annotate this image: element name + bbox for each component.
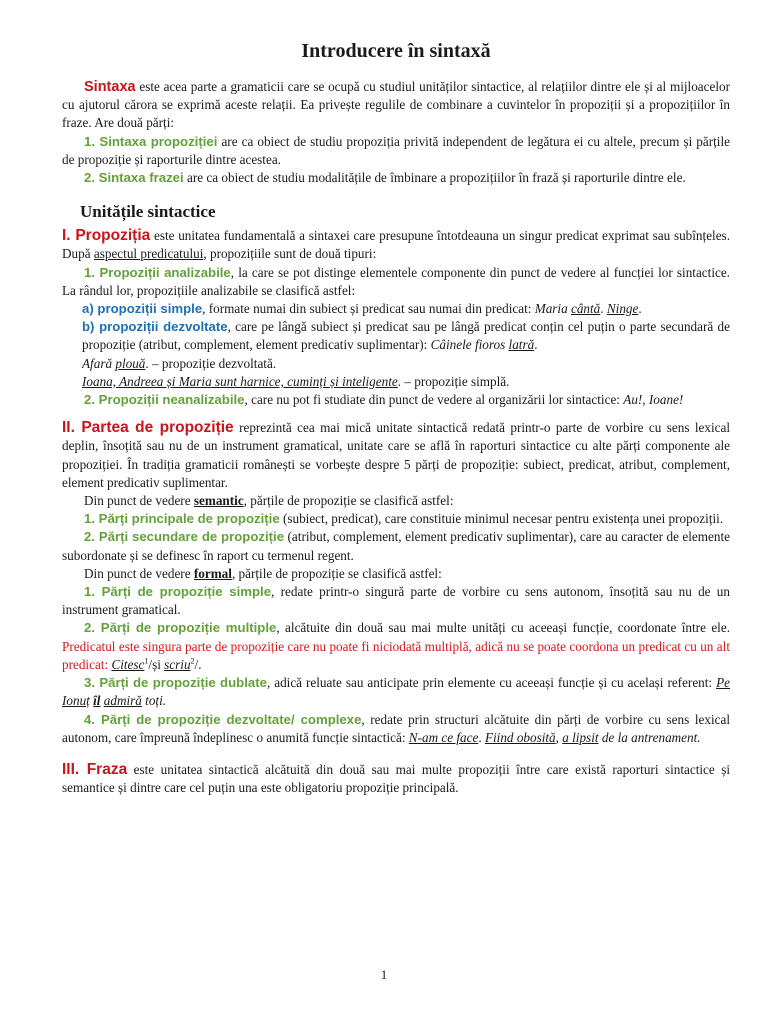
- dezvoltate-example-2a: Afară: [82, 355, 116, 371]
- dublate-example-2: îl: [93, 693, 101, 709]
- part-2-paragraph: [62, 169, 730, 187]
- partea-paragraph: [62, 419, 730, 492]
- dezvoltate-example-3a: Ioana, Andreea și Maria: [82, 373, 212, 389]
- partea-label: II. Partea de propoziție: [62, 419, 234, 437]
- fraza-paragraph: [62, 761, 730, 797]
- dublate-example-1: Pe Ionuț: [62, 675, 730, 709]
- dublate-paragraph: [62, 674, 730, 710]
- complexe-label: 4. Părți de propoziție dezvoltate/ complexe: [84, 711, 362, 727]
- formal-simple-text: , redate printr-o singură parte de vorbire cu sens autonom, însoțită sau nu de un instrument gramatical.: [62, 584, 730, 618]
- complexe-text: , redate prin structuri alcătuite din părți de vorbire cu sens lexical autonom, care împreună îndeplinesc o anumită funcție sintactică:: [62, 711, 730, 745]
- formal-word: formal: [193, 565, 232, 581]
- dezvoltate-example-3-line: [62, 373, 730, 391]
- semantic-pre: Din punct de vedere: [84, 493, 194, 509]
- part-1-paragraph: [62, 133, 730, 169]
- section-heading: Unitățile sintactice: [80, 202, 216, 222]
- dublate-label: 3. Părți de propoziție dublate: [84, 675, 267, 691]
- dezvoltate-example-1-predicate: latră: [508, 337, 535, 353]
- neanalizabile-example: Au!, Ioane!: [623, 392, 684, 408]
- simple-text: , formate numai din subiect și predicat sau numai din predicat:: [202, 301, 535, 317]
- multiple-text: , alcătuite din două sau mai multe unități cu aceeași funcție, coordonate între ele.: [276, 620, 730, 636]
- intro-text: este acea parte a gramaticii care se ocupă cu studiul unităților sintactice, al relațiilor dintre ele și al mijloacelor cu ajutorul cărora se exprimă aceste relații. Ea privește regulile de combinare a cuvintelor în propoziții și a propozițiilor în fraze. Are două părți:: [62, 79, 730, 131]
- formal-pre: Din punct de vedere: [84, 565, 194, 581]
- multiple-example-end: /.: [194, 656, 202, 672]
- simple-example-3: Ninge: [606, 301, 639, 317]
- dezvoltate-label: b) propoziții dezvoltate: [82, 319, 228, 335]
- analizabile-label: 1. Propoziții analizabile: [84, 264, 231, 280]
- dezvoltate-example-3-note: . – propoziție simplă.: [397, 373, 510, 389]
- simple-paragraph: a) propoziții simple, formate numai din subiect și predicat sau numai din predicat: Maria cântă. Ninge.: [82, 301, 642, 317]
- dezvoltate-example-2-line: [62, 355, 730, 373]
- secundare-paragraph: [62, 528, 730, 564]
- simple-label: a) propoziții simple: [82, 301, 203, 317]
- principale-paragraph: [62, 510, 730, 528]
- propozitia-text: este unitatea fundamentală a sintaxei care presupune întotdeauna un singur predicat exprimat sau subînțeles. După: [62, 228, 730, 262]
- multiple-paragraph: 2. Părți de propoziție multiple, alcătuite din două sau mai multe unități cu aceeași funcție, coordonate între ele. Predicatul este singura parte de propoziție care nu poate fi niciodată multiplă, adică nu se poate coordona un predicat cu un alt predicat: Citesc$^1$/și scriu$^2$/.: [62, 620, 730, 672]
- formal-simple-label: 1. Părți de propoziție simple: [84, 584, 272, 600]
- intro-paragraph: [62, 78, 730, 133]
- dublate-example-3: admiră: [103, 693, 142, 709]
- dublate-text: , adică reluate sau anticipate prin elemente cu aceeași funcție și cu același referent:: [266, 675, 717, 691]
- principale-text: (subiect, predicat), care constituie minimul necesar pentru existența unei propoziții.: [279, 511, 724, 527]
- partea-text: reprezintă cea mai mică unitate sintactică redată printr-o parte de vorbire cu sens lexical deplin, însoțită sau nu de un instrument gramatical, unitate care se află în raporturi sintactice cu alte părți componente ale propoziției. În tradiția gramaticii românești se vorbește despre 5 părți de propoziție: subiect, predicat, atribut, complement, element predicativ suplimentar.: [62, 420, 730, 490]
- document-page: [62, 38, 730, 797]
- dezvoltate-text: , care pe lângă subiect și predicat sau pe lângă predicat conțin cel puțin o parte secundară de propoziție (atribut, complement, element predicativ suplimentar):: [82, 319, 730, 353]
- dezvoltate-example-1: Câinele fioros: [430, 337, 509, 353]
- semantic-paragraph: [62, 492, 730, 510]
- complexe-example-3: a lipsit: [562, 729, 599, 745]
- principale-label: 1. Părți principale de propoziție: [84, 511, 280, 527]
- part-2-label: 2. Sintaxa frazei: [84, 170, 184, 186]
- intro-term: Sintaxa: [84, 79, 136, 95]
- simple-example-2: cântă: [570, 301, 601, 317]
- analizabile-paragraph: [62, 264, 730, 300]
- secundare-label: 2. Părți secundare de propoziție: [84, 529, 285, 545]
- semantic-word: semantic: [193, 493, 244, 509]
- neanalizabile-paragraph: [62, 391, 730, 409]
- formal-post: , părțile de propoziție se clasifică astfel:: [231, 565, 442, 581]
- propozitia-text-2: , propozițiile sunt de două tipuri:: [203, 246, 377, 262]
- propozitia-paragraph: [62, 227, 730, 263]
- part-1-text: are ca obiect de studiu propoziția privită independent de legătura ei cu altele, precum și părțile de propoziție și raporturile dintre acestea.: [62, 133, 730, 167]
- simple-example-1: Maria: [534, 301, 568, 317]
- complexe-example-4: de la antrenament.: [598, 729, 701, 745]
- complexe-example-2: Fiind obosită: [484, 729, 556, 745]
- multiple-example-1: Citesc: [111, 656, 145, 672]
- analizabile-text: , la care se pot distinge elementele componente din punct de vedere al funcției lor sintactice. La rândul lor, propozițiile analizabile se clasifică astfel:: [62, 264, 730, 298]
- neanalizabile-text: , care nu pot fi studiate din punct de vedere al organizării lor sintactice:: [244, 392, 624, 408]
- secundare-text: (atribut, complement, element predicativ suplimentar), care au caracter de elemente subordonate și se definesc în raport cu termenul regent.: [62, 529, 730, 563]
- formal-simple-paragraph: [62, 583, 730, 619]
- multiple-red-note: Predicatul este singura parte de propoziție care nu poate fi niciodată multiplă, adică nu se poate coordona un predicat cu un alt predicat:: [62, 638, 730, 672]
- propozitia-label: I. Propoziția: [62, 227, 151, 245]
- fraza-text: este unitatea sintactică alcătuită din două sau mai multe propoziții între care există raporturi sintactice și semantice și dintre care cel puțin una este obligatoriu propoziție principală.: [62, 761, 730, 796]
- dezvoltate-example-2b: plouă: [115, 355, 146, 371]
- formal-paragraph: [62, 565, 730, 583]
- neanalizabile-label: 2. Propoziții neanalizabile: [84, 392, 245, 408]
- dublate-example-4: toți.: [141, 693, 167, 709]
- part-2-text: are ca obiect de studiu modalitățile de îmbinare a propozițiilor în frază și raporturile dintre ele.: [183, 170, 686, 186]
- dezvoltate-example-3b: sunt harnice, cuminți și inteligente: [211, 373, 398, 389]
- fraza-label: III. Fraza: [62, 760, 128, 778]
- dezvoltate-example-2-note: . – propoziție dezvoltată.: [145, 355, 277, 371]
- propozitia-link: aspectul predicatului: [93, 246, 204, 262]
- page-title: Introducere în sintaxă: [301, 40, 491, 62]
- dezvoltate-paragraph: b) propoziții dezvoltate, care pe lângă subiect și predicat sau pe lângă predicat conțin cel puțin o parte secundară de propoziție (atribut, complement, element predicativ suplimentar): Câinele fioros latră.: [82, 319, 730, 353]
- multiple-example-mid: /și: [148, 656, 165, 672]
- multiple-label: 2. Părți de propoziție multiple: [84, 620, 277, 636]
- complexe-example-1: N-am ce face: [408, 729, 479, 745]
- semantic-post: , părțile de propoziție se clasifică astfel:: [243, 493, 454, 509]
- multiple-example-2: scriu: [164, 656, 191, 672]
- page-number: 1: [380, 967, 388, 982]
- complexe-paragraph: 4. Părți de propoziție dezvoltate/ complexe, redate prin structuri alcătuite din părți de vorbire cu sens lexical autonom, care împreună îndeplinesc o anumită funcție sintactică: N-am ce face. Fiind obosită, a lipsit de la antrenament.: [62, 711, 730, 745]
- part-1-label: 1. Sintaxa propoziției: [84, 133, 218, 149]
